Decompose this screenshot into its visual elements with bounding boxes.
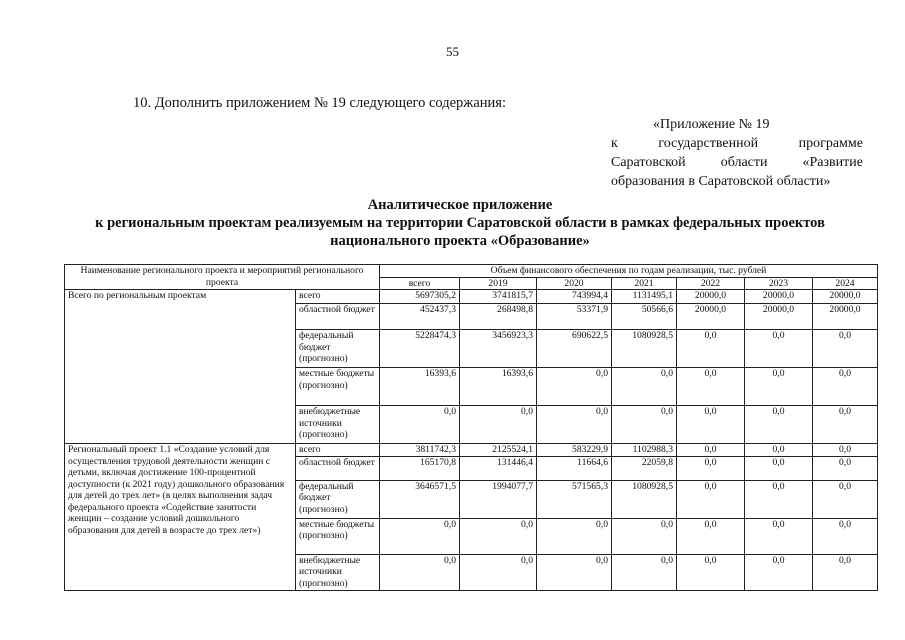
amount-cell: 0,0 — [813, 456, 878, 480]
column-header-2022: 2022 — [677, 277, 745, 290]
amount-cell: 583229,9 — [537, 444, 612, 457]
amount-cell: 0,0 — [460, 554, 537, 590]
amount-cell: 165170,8 — [380, 456, 460, 480]
amount-cell: 16393,6 — [460, 368, 537, 406]
amount-cell: 0,0 — [460, 406, 537, 444]
amount-cell: 20000,0 — [677, 304, 745, 330]
funding-source-cell: федеральный бюджет (прогнозно) — [296, 480, 380, 518]
amount-cell: 5697305,2 — [380, 290, 460, 304]
title-line-1: Аналитическое приложение — [367, 197, 553, 213]
amount-cell: 20000,0 — [677, 290, 745, 304]
amount-cell: 0,0 — [745, 406, 813, 444]
amount-cell: 571565,3 — [537, 480, 612, 518]
amount-cell: 0,0 — [537, 518, 612, 554]
amount-cell: 0,0 — [677, 480, 745, 518]
amount-cell: 1080928,5 — [612, 480, 677, 518]
column-header-2024: 2024 — [813, 277, 878, 290]
table-row — [65, 444, 878, 457]
amount-cell: 3456923,3 — [460, 330, 537, 368]
title-line-2: к региональным проектам реализуемым на территории Саратовской области в рамках федеральных проектов — [95, 215, 825, 231]
amount-cell: 0,0 — [813, 518, 878, 554]
amount-cell: 0,0 — [612, 554, 677, 590]
appendix-line-3 — [611, 153, 863, 172]
amount-cell: 268498,8 — [460, 304, 537, 330]
amount-cell: 50566,6 — [612, 304, 677, 330]
amount-cell: 20000,0 — [813, 290, 878, 304]
title-line-3: национального проекта «Образование» — [330, 233, 590, 249]
amount-cell: 3741815,7 — [460, 290, 537, 304]
column-header-total: всего — [380, 277, 460, 290]
amount-cell: 5228474,3 — [380, 330, 460, 368]
amount-cell: 0,0 — [745, 368, 813, 406]
amount-cell: 0,0 — [745, 456, 813, 480]
amendment-text: 10. Дополнить приложением № 19 следующего содержания: — [133, 95, 506, 111]
amount-cell: 1131495,1 — [612, 290, 677, 304]
page-number: 55 — [446, 44, 459, 59]
amount-cell: 743994,4 — [537, 290, 612, 304]
amount-cell: 0,0 — [677, 518, 745, 554]
column-header-2020: 2020 — [537, 277, 612, 290]
amount-cell: 0,0 — [537, 554, 612, 590]
amount-cell: 3646571,5 — [380, 480, 460, 518]
amount-cell: 3811742,3 — [380, 444, 460, 457]
amount-cell: 0,0 — [745, 554, 813, 590]
funding-source-cell: всего — [296, 290, 380, 304]
funding-source-cell: внебюджетные источники (прогнозно) — [296, 406, 380, 444]
funding-source-cell: областной бюджет — [296, 456, 380, 480]
appendix-line-2 — [611, 134, 863, 153]
project-name-cell: Всего по региональным проектам — [65, 290, 296, 444]
funding-source-cell: федеральный бюджет (прогнозно) — [296, 330, 380, 368]
document-title — [60, 196, 860, 250]
amount-cell: 0,0 — [813, 444, 878, 457]
amount-cell: 0,0 — [677, 444, 745, 457]
funding-source-cell: местные бюджеты (прогнозно) — [296, 368, 380, 406]
amount-cell: 0,0 — [677, 368, 745, 406]
amount-cell: 0,0 — [813, 330, 878, 368]
amount-cell: 131446,4 — [460, 456, 537, 480]
amount-cell: 690622,5 — [537, 330, 612, 368]
appendix-line-1: «Приложение № 19 — [653, 117, 770, 132]
funding-source-cell: областной бюджет — [296, 304, 380, 330]
amount-cell: 0,0 — [677, 554, 745, 590]
amount-cell: 0,0 — [745, 444, 813, 457]
appendix-word: программе — [798, 136, 863, 151]
amount-cell: 20000,0 — [745, 304, 813, 330]
column-header-2019: 2019 — [460, 277, 537, 290]
appendix-reference — [611, 115, 863, 191]
amount-cell: 0,0 — [813, 554, 878, 590]
funding-source-cell: местные бюджеты (прогнозно) — [296, 518, 380, 554]
amount-cell: 11664,6 — [537, 456, 612, 480]
amount-cell: 20000,0 — [813, 304, 878, 330]
amount-cell: 0,0 — [380, 406, 460, 444]
amount-cell: 2125524,1 — [460, 444, 537, 457]
amount-cell: 1080928,5 — [612, 330, 677, 368]
table-body — [65, 290, 878, 591]
amount-cell: 0,0 — [813, 480, 878, 518]
amount-cell: 22059,8 — [612, 456, 677, 480]
column-header-2023: 2023 — [745, 277, 813, 290]
amount-cell: 0,0 — [537, 368, 612, 406]
project-name-cell: Региональный проект 1.1 «Создание условий для осуществления трудовой деятельности женщин с детьми, включая достижение 100-процентной доступности (к 2021 году) дошкольного образования для детей до трех лет» (в целях выполнения задач федерального проекта «Содействие занятости женщин – создание условий дошкольного образования для детей в возрасте до трех лет») — [65, 444, 296, 591]
amount-cell: 0,0 — [677, 456, 745, 480]
amount-cell: 0,0 — [612, 518, 677, 554]
amount-cell: 0,0 — [380, 554, 460, 590]
volume-column-header: Объем финансового обеспечения по годам реализации, тыс. рублей — [380, 265, 878, 278]
amount-cell: 0,0 — [745, 518, 813, 554]
amount-cell: 0,0 — [813, 406, 878, 444]
amount-cell: 0,0 — [677, 330, 745, 368]
column-header-2021: 2021 — [612, 277, 677, 290]
amount-cell: 0,0 — [460, 518, 537, 554]
funding-source-cell: внебюджетные источники (прогнозно) — [296, 554, 380, 590]
amount-cell: 20000,0 — [745, 290, 813, 304]
amount-cell: 0,0 — [612, 406, 677, 444]
appendix-line-4: образования в Саратовской области» — [611, 174, 831, 189]
amount-cell: 452437,3 — [380, 304, 460, 330]
table-row — [65, 290, 878, 304]
appendix-word: «Развитие — [802, 155, 863, 170]
amount-cell: 0,0 — [612, 368, 677, 406]
funding-source-cell: всего — [296, 444, 380, 457]
financing-table — [64, 264, 878, 591]
amount-cell: 16393,6 — [380, 368, 460, 406]
amount-cell: 0,0 — [380, 518, 460, 554]
amount-cell: 0,0 — [745, 330, 813, 368]
amount-cell: 1102988,3 — [612, 444, 677, 457]
amount-cell: 0,0 — [537, 406, 612, 444]
appendix-word: к — [611, 136, 618, 151]
amount-cell: 53371,9 — [537, 304, 612, 330]
amount-cell: 1994077,7 — [460, 480, 537, 518]
appendix-word: государственной — [658, 136, 759, 151]
amount-cell: 0,0 — [745, 480, 813, 518]
appendix-word: Саратовской — [611, 155, 686, 170]
appendix-word: области — [720, 155, 768, 170]
amount-cell: 0,0 — [813, 368, 878, 406]
name-column-header: Наименование регионального проекта и мероприятий регионального проекта — [65, 265, 380, 290]
amount-cell: 0,0 — [677, 406, 745, 444]
